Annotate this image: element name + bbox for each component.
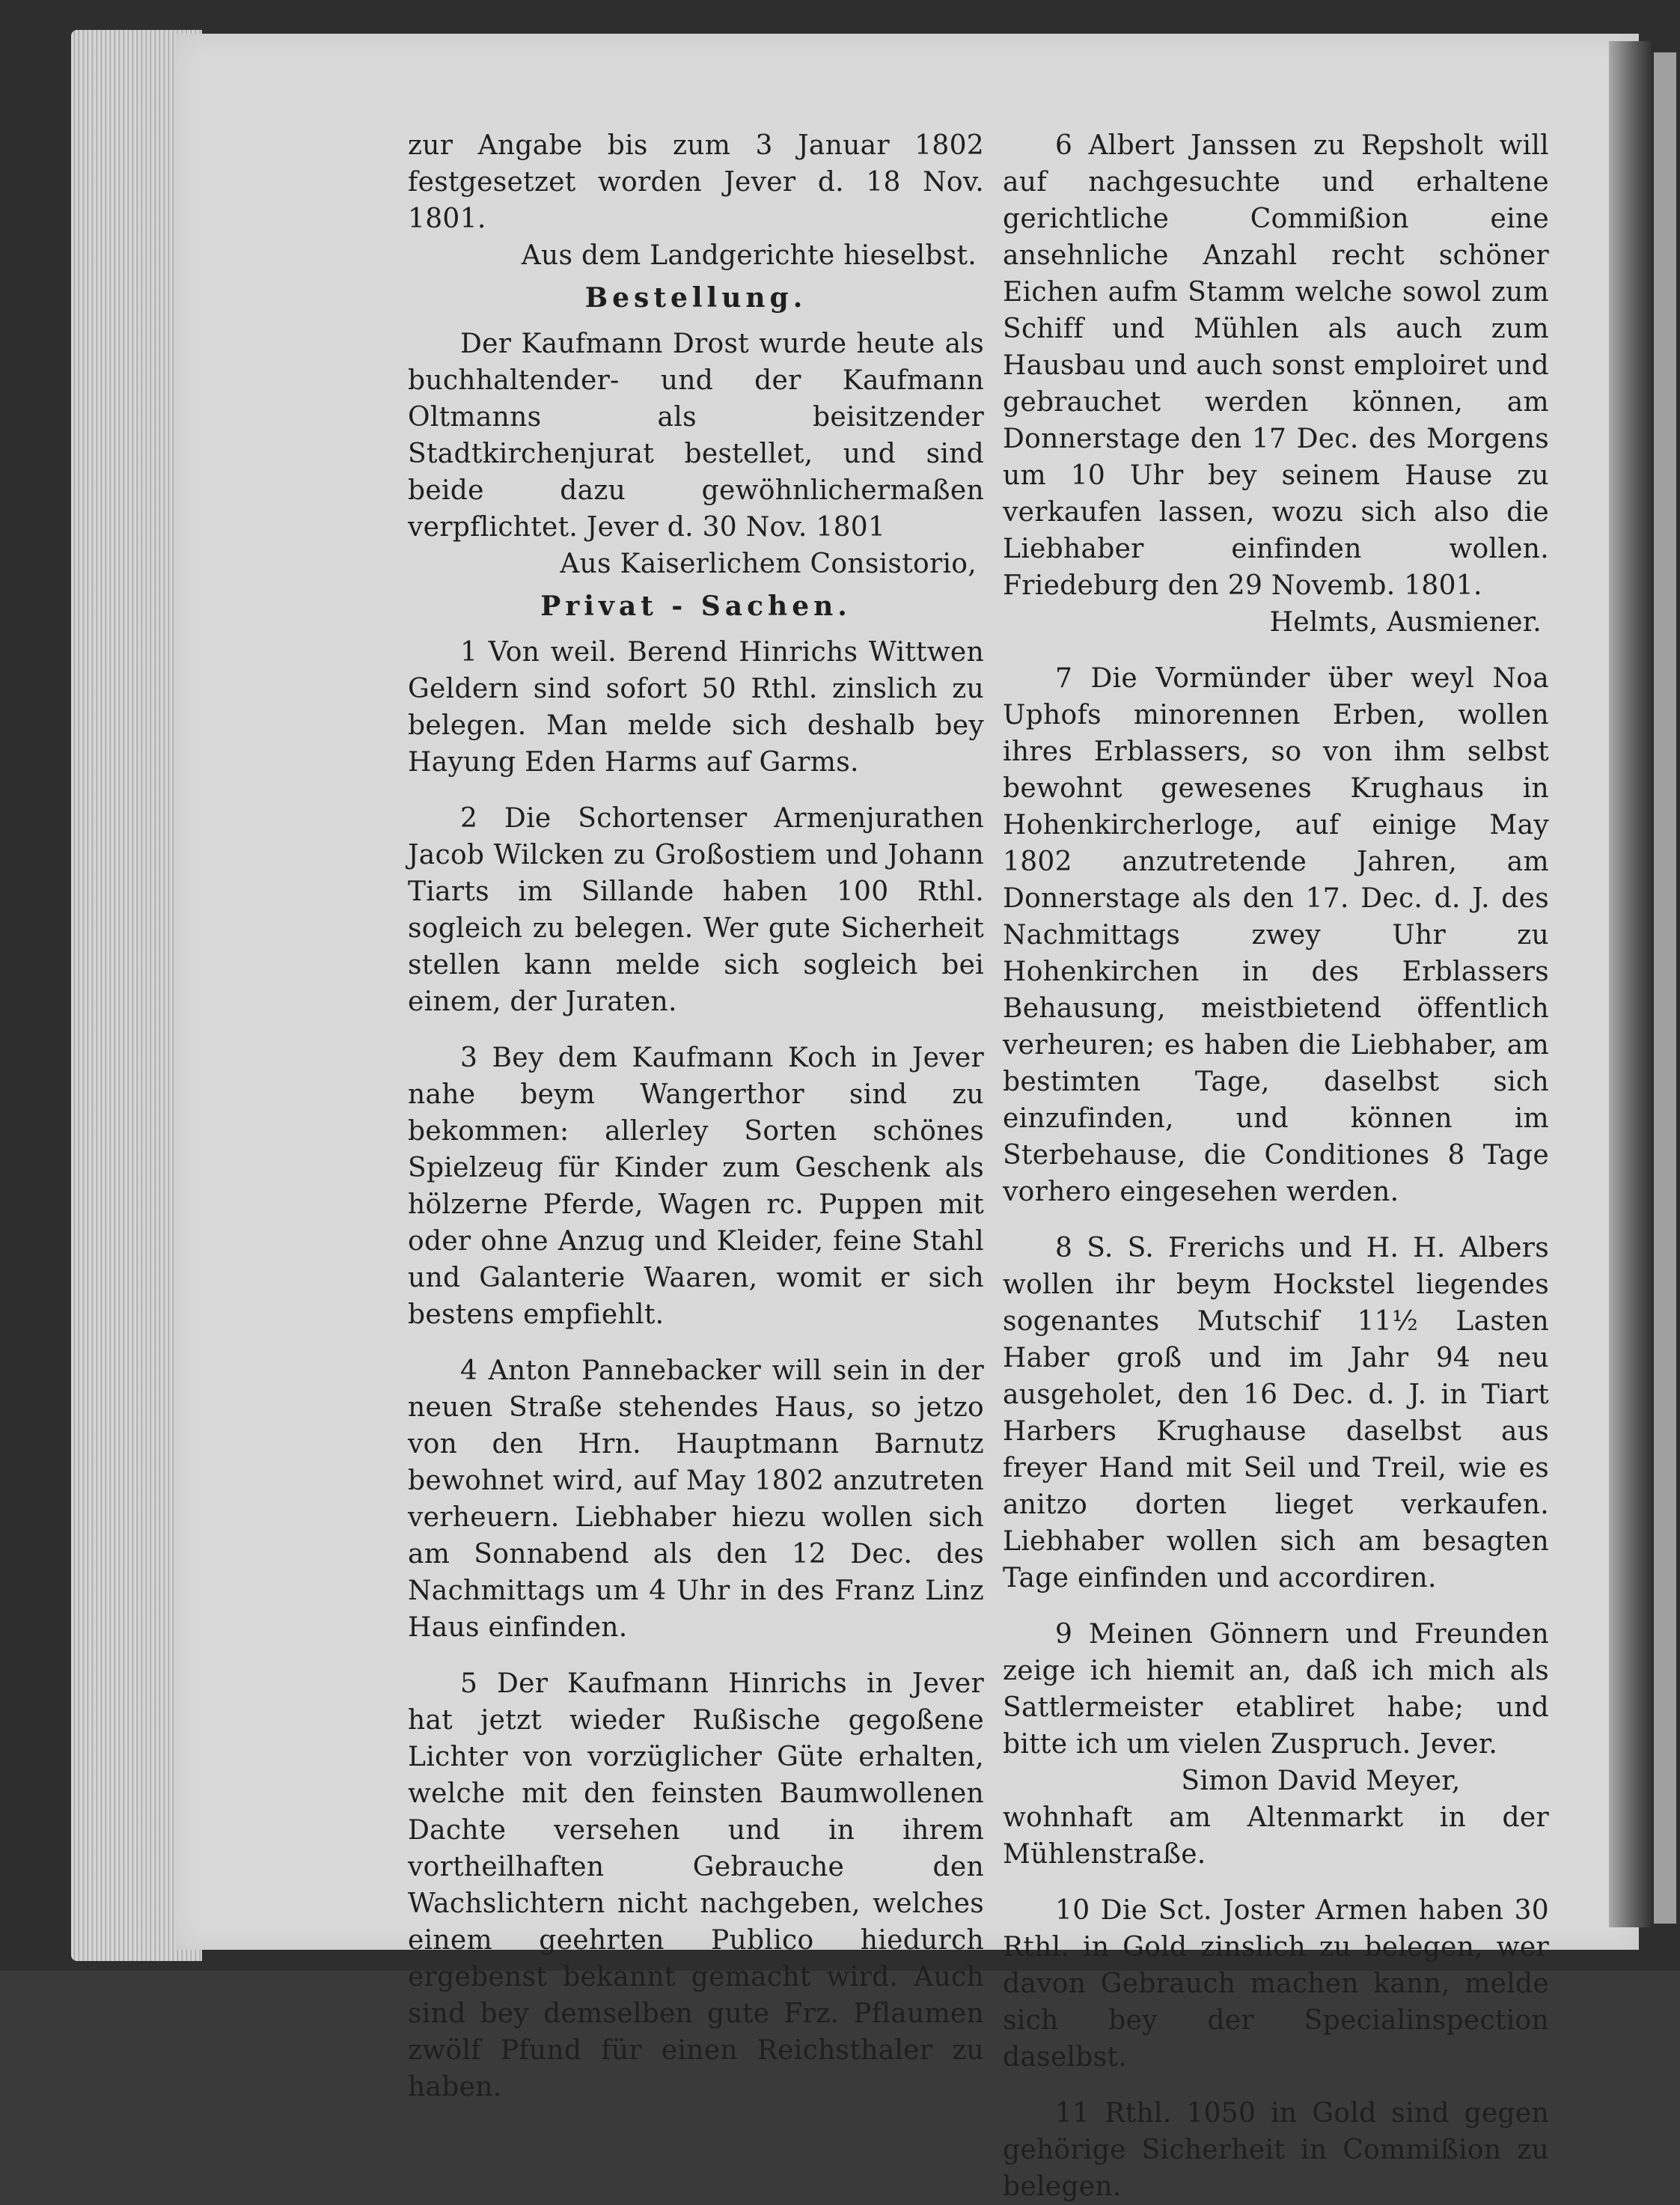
- notice-item-1: 1 Von weil. Berend Hinrichs Wittwen Geldern sind sofort 50 Rthl. zinslich zu belegen. Man melde sich deshalb bey Hayung Eden Harms auf Garms.: [408, 637, 984, 778]
- intro-source: Aus dem Landgerichte hieselbst.: [521, 240, 977, 271]
- notice-item-9-address: wohnhaft am Altenmarkt in der Mühlenstraße.: [1003, 1802, 1549, 1870]
- notice-item-7: 7 Die Vormünder über weyl Noa Uphofs minorennen Erben, wollen ihres Erblassers, so von ihm selbst bewohnt gewesenes Krughaus in Hohenkircherloge, auf einige May 1802 anzutretende Jahren, am Donnerstage als den 17. Dec. d. J. des Nachmittags zwey Uhr zu Hohenkirchen in des Erblassers Behausung, meistbietend öffentlich verheuren; es haben die Liebhaber, am bestimten Tage, daselbst sich einzufinden, und können im Sterbehause, die Conditiones 8 Tage vorhero eingesehen werden.: [1003, 663, 1549, 1207]
- bestellung-source: Aus Kaiserlichem Consistorio,: [560, 549, 977, 579]
- book-gutter-shadow: [1609, 41, 1654, 1927]
- notice-item-4: 4 Anton Pannebacker will sein in der neuen Straße stehendes Haus, so jetzo von den Hrn. Hauptmann Barnutz bewohnet wird, auf May 1802 anzutreten verheuern. Liebhaber hiezu wollen sich am Sonnabend als den 12 Dec. des Nachmittags um 4 Uhr in des Franz Linz Haus einfinden.: [408, 1355, 984, 1643]
- bestellung-paragraph: Der Kaufmann Drost wurde heute als buchhaltender- und der Kaufmann Oltmanns als beisitzender Stadtkirchenjurat bestellet, und sind beide dazu gewöhnlichermaßen verpflichtet. Jever d. 30 Nov. 1801: [408, 329, 984, 543]
- notice-item-5: 5 Der Kaufmann Hinrichs in Jever hat jetzt wieder Rußische gegoßene Lichter von vorzüglicher Güte erhalten, welche mit den feinsten Baumwollenen Dachte versehen und in ihrem vortheilhaften Gebrauche den Wachslichtern nicht nachgeben, welches einem geehrten Publico hiedurch ergebenst bekannt gemacht wird. Auch sind bey demselben gute Frz. Pflaumen zwölf Pfund für einen Reichsthaler zu haben.: [408, 1668, 984, 2102]
- notice-item-9-signature: Simon David Meyer,: [1181, 1766, 1461, 1796]
- notice-item-6: 6 Albert Janssen zu Repsholt will auf nachgesuchte und erhaltene gerichtliche Commißion eine ansehnliche Anzahl recht schöner Eichen aufm Stamm welche sowol zum Schiff und Mühlen als auch zum Hausbau und auch sonst emploiret und gebrauchet werden können, am Donnerstage den 17 Dec. des Morgens um 10 Uhr bey seinem Hause zu verkaufen lassen, wozu sich also die Liebhaber einfinden wollen. Friedeburg den 29 Novemb. 1801.: [1003, 130, 1549, 601]
- notice-item-8: 8 S. S. Frerichs und H. H. Albers wollen ihr beym Hockstel liegendes sogenantes Mutschif 11½ Lasten Haber groß und im Jahr 94 neu ausgeholet, den 16 Dec. d. J. in Tiart Harbers Krughause daselbst aus freyer Hand mit Seil und Treil, wie es anitzo dorten lieget verkaufen. Liebhaber wollen sich am besagten Tage einfinden und accordiren.: [1003, 1233, 1549, 1593]
- intro-paragraph: zur Angabe bis zum 3 Januar 1802 festgesetzet worden Jever d. 18 Nov. 1801.: [408, 130, 984, 234]
- right-column: [1003, 127, 1549, 2205]
- notice-item-11: 11 Rthl. 1050 in Gold sind gegen gehörige Sicherheit in Commißion zu belegen.: [1003, 2098, 1549, 2202]
- notice-item-6-signature: Helmts, Ausmiener.: [1269, 607, 1542, 638]
- notice-item-2: 2 Die Schortenser Armenjurathen Jacob Wilcken zu Großostiem und Johann Tiarts im Sillande haben 100 Rthl. sogleich zu belegen. Wer gute Sicherheit stellen kann melde sich sogleich bei einem, der Juraten.: [408, 803, 984, 1017]
- notice-item-3: 3 Bey dem Kaufmann Koch in Jever nahe beym Wangerthor sind zu bekommen: allerley Sorten schönes Spielzeug für Kinder zum Geschenk als hölzerne Pferde, Wagen rc. Puppen mit oder ohne Anzug und Kleider, feine Stahl und Galanterie Waaren, womit er sich bestens empfiehlt.: [408, 1043, 984, 1330]
- left-column: [408, 127, 984, 2105]
- notice-item-9: 9 Meinen Gönnern und Freunden zeige ich hiemit an, daß ich mich als Sattlermeister etabliret habe; und bitte ich um vielen Zuspruch. Jever.: [1003, 1619, 1549, 1760]
- notice-item-10: 10 Die Sct. Joster Armen haben 30 Rthl. in Gold zinslich zu belegen, wer davon Gebrauch machen kann, melde sich bey der Specialinspection daselbst.: [1003, 1895, 1549, 2073]
- heading-privat-sachen: Privat - Sachen.: [540, 591, 852, 622]
- heading-bestellung: Bestellung.: [584, 282, 807, 314]
